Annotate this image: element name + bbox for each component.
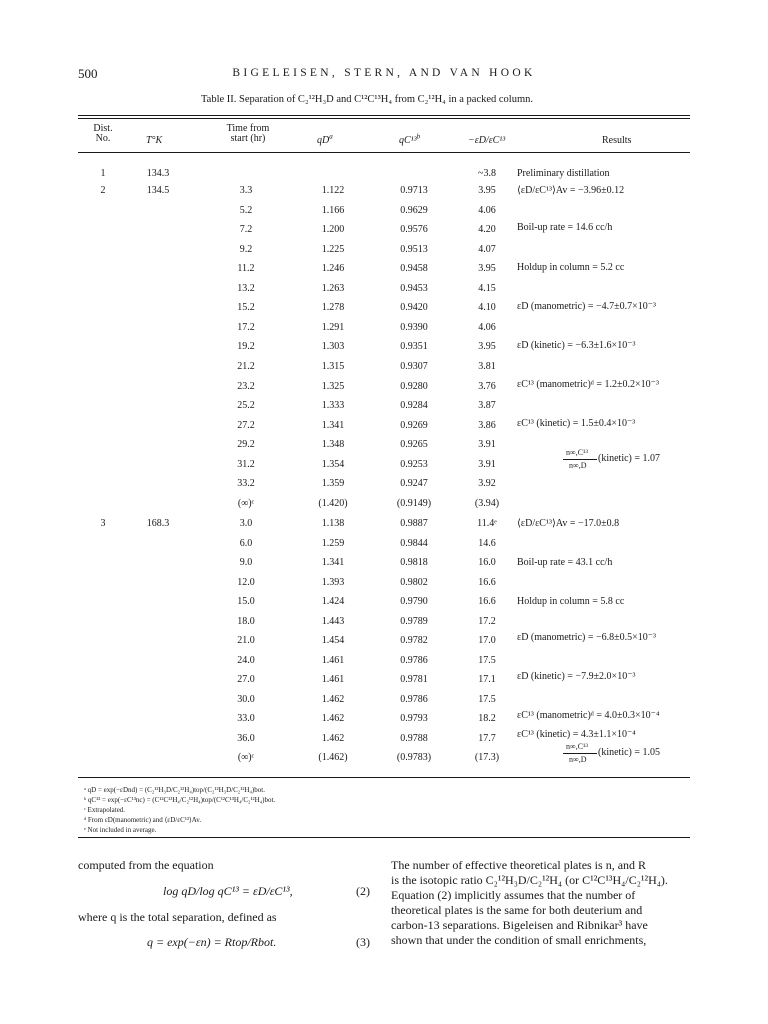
- dist3-qc-cell: 0.9781: [400, 674, 428, 685]
- dist2-qd-cell: 1.291: [321, 321, 345, 333]
- header-qc: qC¹³: [399, 135, 417, 146]
- dist3-qd-cell: 1.462: [321, 713, 345, 724]
- dist3-eps-cell: 18.2: [478, 713, 496, 724]
- dist3-time-cell: 33.0: [237, 713, 255, 724]
- dist2-qc-cell: 0.9253: [400, 458, 428, 470]
- dist3-eps-cell: 17.7: [478, 732, 496, 744]
- dist3-time-cell: 15.0: [237, 596, 255, 607]
- dist3-qc-cell: 0.9786: [400, 693, 428, 705]
- dist2-eps-cell: 3.95: [478, 263, 496, 275]
- dist3-qd-cell: 1.462: [321, 732, 345, 744]
- right-line: shown that under the condition of small enrichments,: [391, 933, 647, 947]
- dist2-qd-cell: 1.359: [321, 478, 345, 490]
- dist2-eps-cell: 4.06: [478, 204, 496, 216]
- table-top-rule-2: [78, 118, 690, 119]
- dist1-result: Preliminary distillation: [517, 168, 610, 179]
- dist2-qd-cell: 1.303: [321, 341, 345, 353]
- dist2-eps-cell: 3.87: [478, 400, 496, 412]
- footnote-c: ᶜ Extrapolated.: [84, 806, 126, 814]
- footnote-e: ᵉ Not included in average.: [84, 826, 157, 834]
- right-line: Equation (2) implicitly assumes that the number of: [391, 888, 636, 902]
- footnote-b: ᵇ qC¹³ = exp(−εC¹³nc) = (C¹²C¹³H₄/C₂¹²H₄)top/(C¹²C¹³H₄/C₂¹²H₄)bot.: [84, 796, 276, 804]
- dist3-result-ec-mano: εC¹³ (manometric)ᵈ = 4.0±0.3×10⁻⁴: [517, 710, 660, 721]
- dist3-qc-cell: 0.9786: [400, 654, 428, 666]
- footnote-a: ᵃ qD = exp(−εDnd) = (C₂¹²H₃D/C₂¹²H₄)top/(C₂¹²H₃D/C₂¹²H₄)bot.: [84, 786, 265, 794]
- dist2-eps-cell: 3.91: [478, 439, 496, 451]
- dist3-time-cell: (∞)ᶜ: [237, 752, 255, 763]
- dist2-result-ec-kin: εC¹³ (kinetic) = 1.5±0.4×10⁻³: [517, 418, 636, 429]
- dist2-time-cell: 31.2: [237, 458, 255, 470]
- dist2-qd-cell: 1.348: [321, 439, 345, 451]
- dist3-time-cell: 30.0: [237, 693, 255, 705]
- header-qd-note: a: [329, 132, 333, 141]
- dist2-qd-cell: 1.325: [321, 380, 345, 392]
- header-temp: T°K: [146, 135, 163, 146]
- dist3-eps-cell: 14.6: [478, 537, 496, 549]
- dist3-time-cell: 3.0: [239, 518, 253, 529]
- header-qc-note: b: [416, 132, 421, 141]
- header-time-1: Time from: [226, 123, 270, 134]
- dist3-ratio-bar: [563, 753, 597, 754]
- dist2-time-cell: 27.2: [237, 419, 255, 431]
- header-no: No.: [95, 133, 111, 144]
- dist3-qc-cell: 0.9789: [400, 615, 428, 627]
- header-qd: qD: [317, 135, 330, 146]
- dist2-time-cell: 13.2: [237, 282, 255, 294]
- dist2-qd-cell: 1.166: [321, 204, 345, 216]
- dist3-qc-cell: 0.9788: [400, 732, 428, 744]
- dist2-ratio-den: n∞,D: [569, 461, 587, 470]
- dist2-temp: 134.5: [146, 185, 170, 196]
- dist2-eps-cell: 3.86: [478, 419, 496, 431]
- dist2-time-cell: 11.2: [237, 263, 255, 275]
- header-rule: [78, 152, 690, 153]
- dist2-qc-cell: 0.9265: [400, 439, 428, 451]
- dist2-ratio-num: n∞,C¹³: [566, 448, 588, 457]
- dist1-no: 1: [100, 168, 106, 179]
- dist3-ratio-num: n∞,C¹³: [566, 742, 588, 751]
- dist3-qc-cell: 0.9887: [400, 518, 428, 529]
- dist3-eps-cell: 17.2: [478, 615, 496, 627]
- equation-3-number: (3): [356, 935, 370, 949]
- dist3-qc-cell: 0.9790: [400, 596, 428, 607]
- right-line: theoretical plates is the same for both deuterium and: [391, 903, 643, 917]
- dist2-qc-cell: 0.9453: [400, 282, 428, 294]
- dist2-qd-cell: (1.420): [318, 497, 348, 509]
- dist3-qd-cell: 1.138: [321, 518, 345, 529]
- dist2-eps-cell: (3.94): [474, 497, 500, 509]
- right-line: The number of effective theoretical plates is n, and R: [391, 858, 647, 872]
- dist2-qc-cell: 0.9307: [400, 360, 428, 372]
- dist3-eps-cell: 17.5: [478, 654, 496, 666]
- dist3-no: 3: [100, 518, 106, 529]
- dist2-qd-cell: 1.354: [321, 458, 345, 470]
- table-caption: Table II. Separation of C₂¹²H₃D and C¹²C¹³H₄ from C₂¹²H₄ in a packed column.: [201, 94, 534, 105]
- dist3-result-ed-mano: εD (manometric) = −6.8±0.5×10⁻³: [517, 632, 657, 643]
- dist3-qd-cell: 1.393: [321, 576, 345, 588]
- dist2-result-avg: ⟨εD/εC¹³⟩Av = −3.96±0.12: [517, 185, 625, 196]
- dist2-time-cell: 3.3: [239, 185, 253, 196]
- dist3-time-cell: 24.0: [237, 654, 255, 666]
- dist3-eps-cell: 11.4ᵉ: [477, 518, 497, 529]
- dist2-eps-cell: 3.76: [478, 380, 496, 392]
- dist2-time-cell: 29.2: [237, 439, 255, 451]
- dist2-result-holdup: Holdup in column = 5.2 cc: [517, 262, 625, 273]
- dist2-qd-cell: 1.225: [321, 243, 345, 255]
- dist2-qc-cell: 0.9269: [400, 419, 428, 431]
- dist2-result-ed-mano: εD (manometric) = −4.7±0.7×10⁻³: [517, 301, 657, 312]
- dist3-result-ec-kin: εC¹³ (kinetic) = 4.3±1.1×10⁻⁴: [517, 729, 636, 740]
- dist2-qc-cell: 0.9629: [400, 204, 428, 216]
- dist2-no: 2: [100, 185, 106, 196]
- dist3-eps-cell: 17.5: [478, 693, 496, 705]
- dist1-eps: ~3.8: [478, 168, 496, 179]
- dist2-qd-cell: 1.333: [321, 400, 345, 412]
- dist2-qd-cell: 1.315: [321, 360, 345, 372]
- dist2-qc-cell: 0.9280: [400, 380, 428, 392]
- dist3-qd-cell: 1.424: [321, 596, 345, 607]
- dist2-qc-cell: 0.9351: [400, 341, 428, 353]
- dist2-time-cell: 19.2: [237, 341, 255, 353]
- dist3-result-ed-kin: εD (kinetic) = −7.9±2.0×10⁻³: [517, 671, 636, 682]
- dist3-qc-cell: 0.9802: [400, 576, 428, 588]
- dist2-qd-cell: 1.341: [321, 419, 345, 431]
- equation-2-number: (2): [356, 884, 370, 898]
- dist3-time-cell: 12.0: [237, 576, 255, 588]
- dist2-eps-cell: 3.92: [478, 478, 496, 490]
- dist2-time-cell: 15.2: [237, 302, 255, 314]
- dist3-qd-cell: 1.461: [321, 674, 345, 685]
- dist3-time-cell: 21.0: [237, 635, 255, 646]
- dist2-time-cell: 33.2: [237, 478, 255, 490]
- equation-3: q = exp(−εn) = Rtop/Rbot.: [147, 935, 277, 949]
- dist3-time-cell: 27.0: [237, 674, 255, 685]
- dist3-eps-cell: 16.0: [478, 557, 496, 568]
- dist2-time-cell: 25.2: [237, 400, 255, 412]
- dist3-time-cell: 9.0: [239, 557, 253, 568]
- page-number: 500: [78, 66, 98, 81]
- dist3-ratio-value: (kinetic) = 1.05: [598, 747, 661, 758]
- dist3-qd-cell: 1.259: [321, 537, 345, 549]
- dist2-time-cell: 7.2: [239, 224, 253, 236]
- dist2-result-ec-mano: εC¹³ (manometric)ᵈ = 1.2±0.2×10⁻³: [517, 379, 659, 390]
- dist3-qc-cell: 0.9782: [400, 635, 428, 646]
- dist3-qc-cell: 0.9844: [400, 537, 428, 549]
- dist2-time-cell: 23.2: [237, 380, 255, 392]
- dist2-eps-cell: 4.06: [478, 321, 496, 333]
- dist2-qd-cell: 1.263: [321, 282, 345, 294]
- right-line: is the isotopic ratio C₂¹²H₃D/C₂¹²H₄ (or C¹²C¹³H₄/C₂¹²H₄).: [391, 873, 668, 887]
- dist3-eps-cell: (17.3): [474, 752, 500, 763]
- header-results: Results: [602, 135, 632, 146]
- dist2-qc-cell: 0.9576: [400, 224, 428, 236]
- dist3-qd-cell: 1.341: [321, 557, 345, 568]
- left-intro-text: computed from the equation: [78, 858, 214, 872]
- dist2-qc-cell: 0.9458: [400, 263, 428, 275]
- dist3-ratio-den: n∞,D: [569, 755, 587, 764]
- dist2-qc-cell: 0.9247: [400, 478, 428, 490]
- dist2-qc-cell: 0.9713: [400, 185, 428, 196]
- dist3-qd-cell: 1.461: [321, 654, 345, 666]
- dist2-eps-cell: 4.07: [478, 243, 496, 255]
- dist3-eps-cell: 16.6: [478, 576, 496, 588]
- dist3-temp: 168.3: [146, 518, 170, 529]
- dist3-result-boilup: Boil-up rate = 43.1 cc/h: [517, 557, 613, 568]
- dist2-eps-cell: 3.95: [478, 185, 496, 196]
- dist3-qc-cell: 0.9793: [400, 713, 428, 724]
- dist2-qd-cell: 1.200: [321, 224, 345, 236]
- dist3-qc-cell: (0.9783): [396, 752, 432, 763]
- dist2-qd-cell: 1.246: [321, 263, 345, 275]
- dist3-eps-cell: 17.1: [478, 674, 496, 685]
- dist3-qd-cell: 1.462: [321, 693, 345, 705]
- dist3-result-holdup: Holdup in column = 5.8 cc: [517, 596, 625, 607]
- dist3-result-avg: ⟨εD/εC¹³⟩Av = −17.0±0.8: [517, 518, 620, 529]
- dist2-ratio-bar: [563, 459, 597, 460]
- dist2-qc-cell: (0.9149): [396, 497, 432, 509]
- dist1-temp: 134.3: [146, 168, 170, 179]
- left-where-text: where q is the total separation, defined as: [78, 910, 277, 924]
- dist2-eps-cell: 4.20: [478, 224, 496, 236]
- dist3-qc-cell: 0.9818: [400, 557, 428, 568]
- table-top-rule: [78, 115, 690, 116]
- dist2-ratio-value: (kinetic) = 1.07: [598, 453, 661, 464]
- dist2-eps-cell: 3.95: [478, 341, 496, 353]
- header-eps: −εD/εC¹³: [468, 135, 506, 146]
- dist2-time-cell: 5.2: [239, 204, 253, 216]
- dist2-time-cell: 21.2: [237, 360, 255, 372]
- dist3-time-cell: 18.0: [237, 615, 255, 627]
- running-head: BIGELEISEN, STERN, AND VAN HOOK: [232, 67, 536, 79]
- dist2-time-cell: 17.2: [237, 321, 255, 333]
- dist3-time-cell: 36.0: [237, 732, 255, 744]
- equation-2: log qD/log qC¹³ = εD/εC¹³,: [163, 884, 293, 898]
- dist2-result-boilup: Boil-up rate = 14.6 cc/h: [517, 222, 613, 233]
- dist3-eps-cell: 16.6: [478, 596, 496, 607]
- table-bottom-rule: [78, 777, 690, 778]
- dist3-eps-cell: 17.0: [478, 635, 496, 646]
- dist2-eps-cell: 4.15: [478, 282, 496, 294]
- footnote-d: ᵈ From εD(manometric) and ⟨εD/εC¹³⟩Av.: [84, 816, 202, 824]
- header-dist: Dist.: [93, 123, 113, 134]
- footnote-rule: [78, 837, 690, 838]
- dist2-time-cell: (∞)ᶜ: [237, 497, 255, 509]
- dist3-qd-cell: 1.443: [321, 615, 345, 627]
- dist2-qc-cell: 0.9513: [400, 243, 428, 255]
- dist2-eps-cell: 3.91: [478, 458, 496, 470]
- dist3-qd-cell: 1.454: [321, 635, 345, 646]
- dist2-qc-cell: 0.9390: [400, 321, 428, 333]
- dist2-eps-cell: 4.10: [478, 302, 496, 314]
- dist2-qc-cell: 0.9420: [400, 302, 428, 314]
- dist2-qc-cell: 0.9284: [400, 400, 428, 412]
- dist2-qd-cell: 1.122: [321, 185, 345, 196]
- right-line: carbon-13 separations. Bigeleisen and Ribnikar³ have: [391, 918, 648, 932]
- header-time-2: start (hr): [230, 133, 266, 144]
- dist3-time-cell: 6.0: [239, 537, 253, 549]
- dist2-eps-cell: 3.81: [478, 360, 496, 372]
- dist2-qd-cell: 1.278: [321, 302, 345, 314]
- dist2-result-ed-kin: εD (kinetic) = −6.3±1.6×10⁻³: [517, 340, 636, 351]
- dist3-qd-cell: (1.462): [318, 752, 348, 763]
- dist2-time-cell: 9.2: [239, 243, 253, 255]
